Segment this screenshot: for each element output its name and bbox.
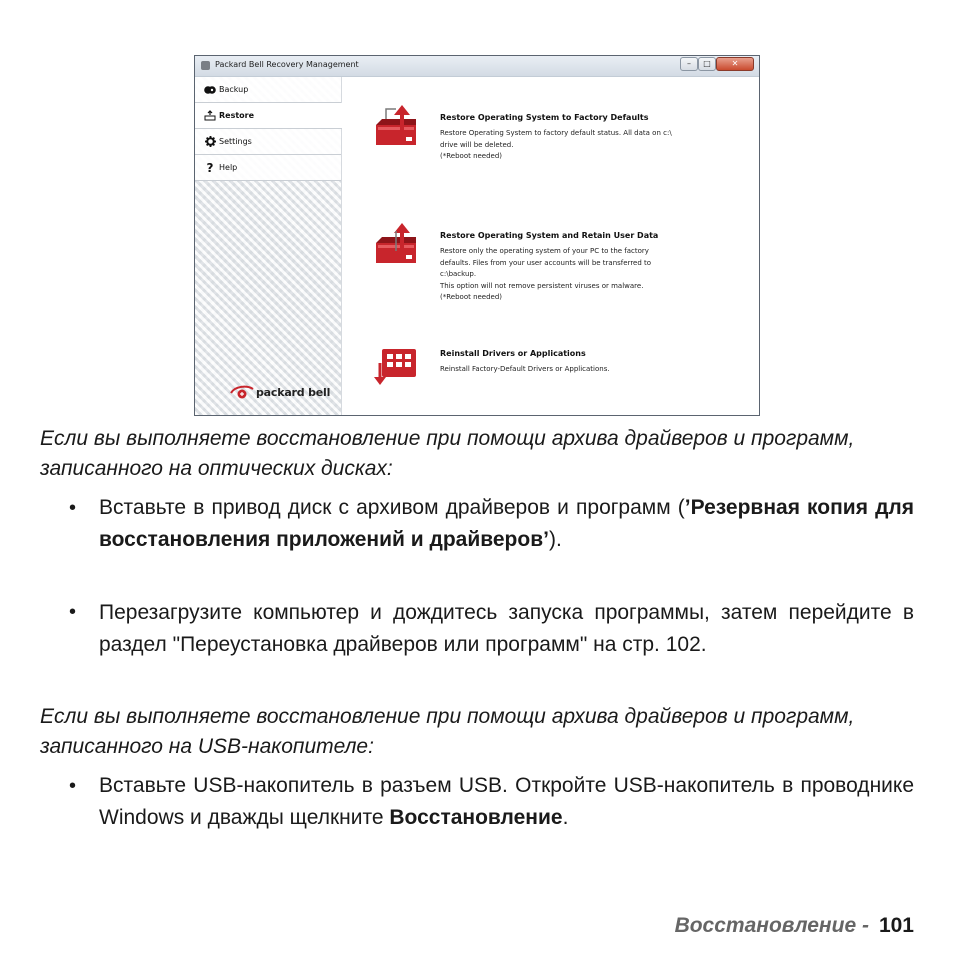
sidebar-item-help[interactable] <box>195 155 341 181</box>
option-description: Restore only the operating system of your PC to the factory defaults. Files from your user accounts will be transferred to c:\backup. This option will not remove persistent viruses or malware. (*Reboot needed) <box>440 247 652 301</box>
step-emphasis: Восстановление <box>389 806 563 829</box>
sidebar-item-label: Backup <box>219 85 249 94</box>
step-text: ). <box>548 528 562 551</box>
step-insert-disc <box>99 492 914 556</box>
brand-name: packard bell <box>256 385 331 399</box>
reinstall-apps-icon <box>372 343 420 391</box>
option-title: Restore Operating System to Factory Defaults <box>440 113 649 122</box>
sidebar-item-restore[interactable] <box>195 103 342 129</box>
app-icon <box>201 61 210 70</box>
restore-drive-retain-icon <box>372 221 420 269</box>
close-button[interactable]: ✕ <box>716 57 754 71</box>
restore-options-panel <box>342 77 759 415</box>
page-footer <box>675 914 914 938</box>
bullet-marker: • <box>69 497 77 519</box>
step-text: Вставьте USB-накопитель в разъем USB. Откройте USB-накопитель в проводнике Windows и дважды щелкните <box>99 774 914 829</box>
step-reboot: Перезагрузите компьютер и дождитесь запуска программы, затем перейдите в раздел "Переустановка драйверов или программ" на стр. 102. <box>99 601 914 656</box>
recovery-management-window <box>194 55 760 416</box>
footer-section: Восстановление - <box>674 914 869 937</box>
page-number: 101 <box>878 914 914 937</box>
option-retain-user-data[interactable] <box>342 221 759 311</box>
sidebar-item-label: Settings <box>219 137 252 146</box>
sidebar-item-settings[interactable] <box>195 129 341 155</box>
usb-intro: Если вы выполняете восстановление при помощи архива драйверов и программ, записанного на USB-накопителе: <box>40 705 855 758</box>
option-description: Restore Operating System to factory default status. All data on c:\ drive will be deleted. (*Reboot needed) <box>440 129 672 160</box>
brand-swoosh-icon <box>229 384 255 400</box>
sidebar-item-backup[interactable] <box>195 77 341 103</box>
restore-drive-icon <box>372 103 420 151</box>
gear-icon <box>204 136 216 148</box>
sidebar-item-label: Restore <box>219 111 255 120</box>
step-text: Вставьте в привод диск с архивом драйверов и программ ( <box>99 496 685 519</box>
bullet-marker: • <box>69 775 77 797</box>
option-description: Reinstall Factory-Default Drivers or Applications. <box>440 365 610 373</box>
packard-bell-logo <box>229 384 330 400</box>
bullet-marker: • <box>69 601 77 623</box>
step-insert-usb <box>99 770 914 834</box>
step-text: . <box>562 806 569 829</box>
restore-icon <box>204 110 216 122</box>
title-bar[interactable] <box>195 56 759 77</box>
window-title: Packard Bell Recovery Management <box>215 60 359 69</box>
disc-icon <box>204 84 216 96</box>
sidebar-item-label: Help <box>219 163 238 172</box>
option-title: Restore Operating System and Retain User Data <box>440 231 659 240</box>
minimize-button[interactable]: – <box>680 57 698 71</box>
maximize-button[interactable]: □ <box>698 57 716 71</box>
help-icon: ? <box>206 160 214 175</box>
option-reinstall-drivers[interactable] <box>342 339 759 409</box>
step-emphasis: ’Резервная копия для восстановления приложений и драйверов’ <box>99 496 914 551</box>
optical-discs-intro: Если вы выполняете восстановление при помощи архива драйверов и программ, записанного на оптических дисках: <box>40 427 855 480</box>
sidebar <box>195 77 342 415</box>
option-factory-defaults[interactable] <box>342 103 759 173</box>
option-title: Reinstall Drivers or Applications <box>440 349 586 358</box>
